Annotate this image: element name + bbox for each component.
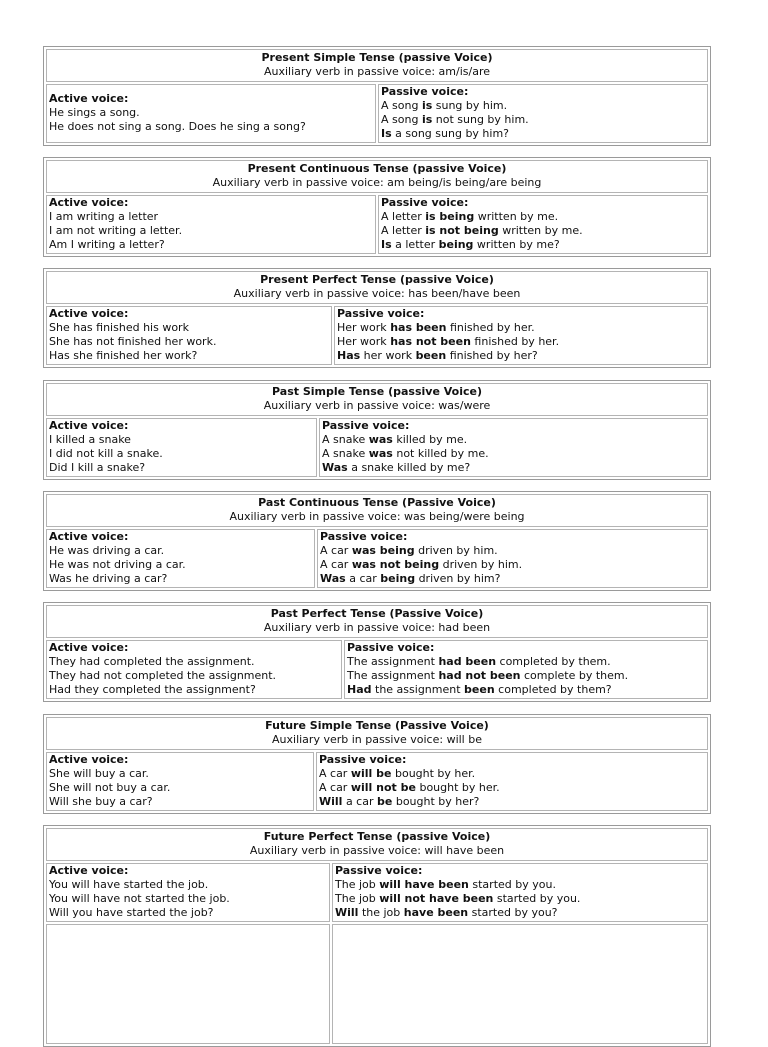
active-sentence: Has she finished her work? [49, 349, 198, 362]
auxiliary-verb-note: Auxiliary verb in passive voice: was/were [263, 399, 491, 412]
empty-cell [332, 924, 708, 1044]
passive-sentence: A car will not be bought by her. [319, 781, 500, 794]
table-header [46, 717, 708, 750]
passive-sentence: Has her work been finished by her? [337, 349, 538, 362]
passive-voice-label: Passive voice: [337, 307, 425, 320]
active-voice-cell [46, 752, 314, 811]
active-voice-cell [46, 418, 317, 477]
active-voice-cell [46, 863, 330, 922]
table-header [46, 828, 708, 861]
tense-table-past-continuous [43, 491, 711, 591]
tense-title: Past Simple Tense (passive Voice) [272, 385, 482, 398]
passive-sentence: A song is sung by him. [381, 99, 508, 112]
passive-sentence: The assignment had not been complete by them. [347, 669, 629, 682]
active-sentence: Did I kill a snake? [49, 461, 146, 474]
active-voice-cell [46, 195, 376, 254]
table-header [46, 160, 708, 193]
active-sentence: I am not writing a letter. [49, 224, 183, 237]
active-sentence: You will have started the job. [49, 878, 209, 891]
active-sentence: He sings a song. [49, 106, 140, 119]
auxiliary-verb-note: Auxiliary verb in passive voice: had been [263, 621, 491, 634]
tense-table-future-simple [43, 714, 711, 814]
passive-sentence: A letter is not being written by me. [381, 224, 583, 237]
active-voice-label: Active voice: [49, 753, 129, 766]
passive-voice-cell [319, 418, 708, 477]
passive-sentence: A car will be bought by her. [319, 767, 476, 780]
active-sentence: Will she buy a car? [49, 795, 153, 808]
empty-row [46, 924, 708, 1044]
active-sentence: I am writing a letter [49, 210, 159, 223]
table-header [46, 383, 708, 416]
active-voice-label: Active voice: [49, 419, 129, 432]
active-sentence: Had they completed the assignment? [49, 683, 256, 696]
active-sentence: I did not kill a snake. [49, 447, 163, 460]
passive-voice-cell [332, 863, 708, 922]
passive-sentence: Will the job have been started by you? [335, 906, 558, 919]
auxiliary-verb-note: Auxiliary verb in passive voice: will be [272, 733, 482, 746]
passive-sentence: A car was not being driven by him. [320, 558, 523, 571]
passive-sentence: Will a car be bought by her? [319, 795, 480, 808]
tense-table-present-continuous [43, 157, 711, 257]
passive-voice-cell [378, 84, 708, 143]
passive-sentence: A letter is being written by me. [381, 210, 559, 223]
active-sentence: He was not driving a car. [49, 558, 186, 571]
passive-sentence: A snake was killed by me. [322, 433, 468, 446]
passive-voice-label: Passive voice: [381, 196, 469, 209]
active-sentence: She has finished his work [49, 321, 189, 334]
table-header [46, 49, 708, 82]
tense-table-past-perfect [43, 602, 711, 702]
active-voice-cell [46, 84, 376, 143]
active-sentence: Am I writing a letter? [49, 238, 165, 251]
passive-sentence: Is a song sung by him? [381, 127, 510, 140]
active-sentence: She will not buy a car. [49, 781, 171, 794]
active-sentence: I killed a snake [49, 433, 131, 446]
active-sentence: He was driving a car. [49, 544, 165, 557]
auxiliary-verb-note: Auxiliary verb in passive voice: has been/have been [233, 287, 521, 300]
active-voice-label: Active voice: [49, 307, 129, 320]
tense-title: Present Perfect Tense (passive Voice) [260, 273, 494, 286]
passive-voice-cell [334, 306, 708, 365]
empty-cell [46, 924, 330, 1044]
tense-title: Present Simple Tense (passive Voice) [261, 51, 493, 64]
passive-sentence: Was a snake killed by me? [322, 461, 471, 474]
passive-voice-cell [317, 529, 708, 588]
auxiliary-verb-note: Auxiliary verb in passive voice: am/is/are [263, 65, 491, 78]
table-header [46, 494, 708, 527]
active-voice-label: Active voice: [49, 641, 129, 654]
passive-sentence: A snake was not killed by me. [322, 447, 489, 460]
tense-table-past-simple [43, 380, 711, 480]
passive-sentence: The assignment had been completed by them. [347, 655, 611, 668]
passive-voice-label: Passive voice: [322, 419, 410, 432]
passive-sentence: The job will have been started by you. [335, 878, 556, 891]
tense-table-future-perfect [43, 825, 711, 1047]
table-header [46, 605, 708, 638]
passive-sentence: Had the assignment been completed by them? [347, 683, 612, 696]
active-voice-label: Active voice: [49, 864, 129, 877]
passive-sentence: Was a car being driven by him? [320, 572, 501, 585]
passive-voice-label: Passive voice: [335, 864, 423, 877]
auxiliary-verb-note: Auxiliary verb in passive voice: will have been [249, 844, 505, 857]
tense-title: Past Perfect Tense (Passive Voice) [270, 607, 484, 620]
tense-table-present-simple [43, 46, 711, 146]
active-sentence: She will buy a car. [49, 767, 149, 780]
active-voice-cell [46, 529, 315, 588]
active-voice-label: Active voice: [49, 530, 129, 543]
passive-sentence: Her work has been finished by her. [337, 321, 535, 334]
passive-voice-label: Passive voice: [320, 530, 408, 543]
active-voice-cell [46, 640, 342, 699]
passive-voice-cell [344, 640, 708, 699]
tense-title: Future Perfect Tense (passive Voice) [263, 830, 491, 843]
active-sentence: You will have not started the job. [49, 892, 230, 905]
table-header [46, 271, 708, 304]
auxiliary-verb-note: Auxiliary verb in passive voice: was being/were being [229, 510, 525, 523]
active-voice-label: Active voice: [49, 92, 129, 105]
tense-title: Past Continuous Tense (Passive Voice) [258, 496, 496, 509]
passive-sentence: Her work has not been finished by her. [337, 335, 560, 348]
active-sentence: She has not finished her work. [49, 335, 217, 348]
passive-voice-cell [378, 195, 708, 254]
passive-voice-label: Passive voice: [347, 641, 435, 654]
active-voice-cell [46, 306, 332, 365]
passive-sentence: A car was being driven by him. [320, 544, 498, 557]
tense-title: Future Simple Tense (Passive Voice) [265, 719, 489, 732]
passive-sentence: A song is not sung by him. [381, 113, 529, 126]
tense-table-present-perfect [43, 268, 711, 368]
passive-voice-label: Passive voice: [381, 85, 469, 98]
active-sentence: Was he driving a car? [49, 572, 168, 585]
active-sentence: They had not completed the assignment. [49, 669, 277, 682]
passive-sentence: The job will not have been started by you. [335, 892, 581, 905]
active-voice-label: Active voice: [49, 196, 129, 209]
active-sentence: They had completed the assignment. [49, 655, 255, 668]
passive-voice-cell [316, 752, 708, 811]
auxiliary-verb-note: Auxiliary verb in passive voice: am being/is being/are being [212, 176, 542, 189]
tense-title: Present Continuous Tense (passive Voice) [247, 162, 507, 175]
passive-voice-label: Passive voice: [319, 753, 407, 766]
active-sentence: He does not sing a song. Does he sing a song? [49, 120, 306, 133]
active-sentence: Will you have started the job? [49, 906, 214, 919]
passive-sentence: Is a letter being written by me? [381, 238, 560, 251]
